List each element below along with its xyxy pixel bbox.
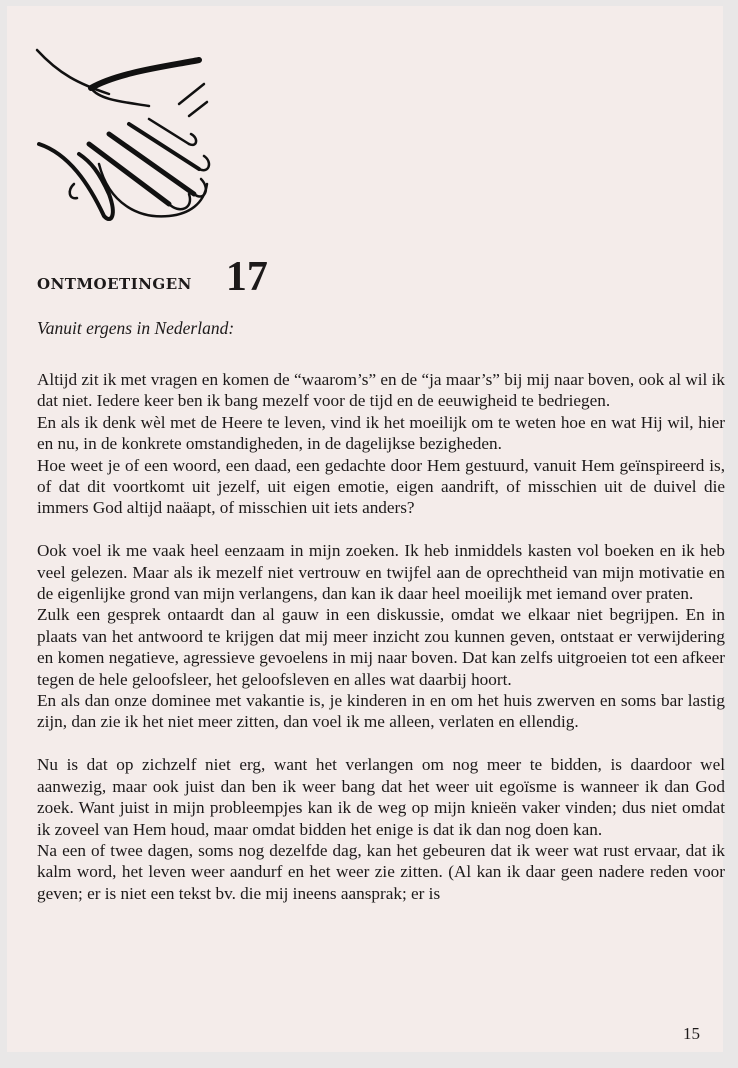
page-number: 15 <box>683 1024 700 1043</box>
paragraph: Nu is dat op zichzelf niet erg, want het verlangen om nog meer te bidden, is daardoor wel aanwezig, maar ook juist dan ben ik weer bang dat het weer uit egoïsme is wanneer ik dan God zoek. Want juist in mijn probleempjes kan ik de weg op mijn knieën vaker vinden; dus niet omdat ik zoveel van Hem houd, maar omdat bidden het enige is dat ik dan nog doen kan. <box>37 755 725 839</box>
intro-line: Vanuit ergens in Nederland: <box>37 318 235 338</box>
chapter-title: ONTMOETINGEN <box>37 275 192 293</box>
praying-hands-illustration <box>29 44 269 234</box>
paragraph: Hoe weet je of een woord, een daad, een gedachte door Hem gestuurd, vanuit Hem geïnspireerd is, of dat dit voortkomt uit jezelf, uit eigen emotie, eigen aandrift, of misschien uit de duivel die immers God altijd naäapt, of misschien uit iets anders? <box>37 455 725 518</box>
paragraph: Na een of twee dagen, soms nog dezelfde dag, kan het gebeuren dat ik weer wat rust ervaar, dat ik kalm word, het leven weer aandurf en het weer zie zitten. (Al kan ik daar geen nadere reden voor geven; er is niet een tekst bv. die mij ineens aansprak; er is <box>37 840 725 903</box>
paragraph: Zulk een gesprek ontaardt dan al gauw in een diskussie, omdat we elkaar niet begrijpen. En in plaats van het antwoord te krijgen dat mij meer inzicht zou kunnen geven, ontstaat er verwijdering en komen negatieve, agressieve gevoelens in mij naar boven. Dat kan zelfs uitgroeien tot een afkeer tegen de hele geloofsleer, het geloofsleven en alles wat daarbij hoort. <box>37 605 725 689</box>
paragraph: Ook voel ik me vaak heel eenzaam in mijn zoeken. Ik heb inmiddels kasten vol boeken en ik heb veel gelezen. Maar als ik mezelf niet vertrouw en twijfel aan de oprechtheid van mijn motivatie en de eigenlijke grond van mijn verlangens, dan kan ik daar heel moeilijk met iemand over praten. <box>37 541 725 604</box>
body-text <box>37 369 725 904</box>
document-page <box>7 6 723 1052</box>
paragraph: En als ik denk wèl met de Heere te leven, vind ik het moeilijk om te weten hoe en wat Hij wil, hier en nu, in de konkrete omstandigheden, in de dagelijkse bezigheden. <box>37 412 725 454</box>
paragraph: Altijd zit ik met vragen en komen de “waarom’s” en de “ja maar’s” bij mij naar boven, ook al wil ik dat niet. Iedere keer ben ik bang mezelf voor de tijd en de eeuwigheid te bedriegen. <box>37 370 725 411</box>
paragraph-gap <box>37 519 725 540</box>
chapter-heading <box>37 256 268 298</box>
paragraph-gap <box>37 733 725 754</box>
paragraph: En als dan onze dominee met vakantie is, je kinderen in en om het huis zwerven en soms bar lastig zijn, dan zie ik het niet meer zitten, dan voel ik me alleen, verlaten en ellendig. <box>37 691 725 732</box>
chapter-number: 17 <box>225 254 268 300</box>
